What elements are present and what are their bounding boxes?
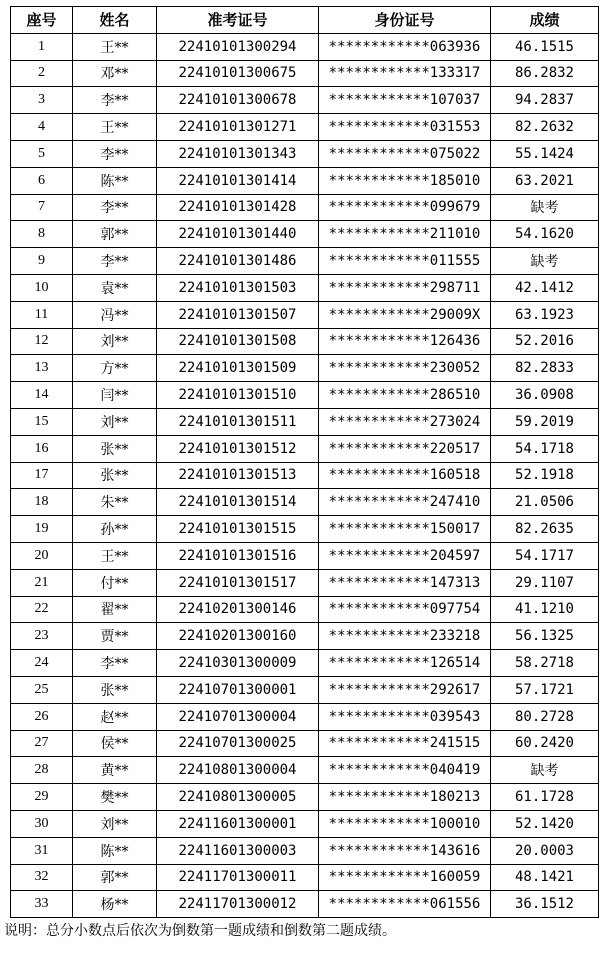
table-row bbox=[11, 569, 599, 596]
student-name-cell: 李** bbox=[73, 194, 157, 221]
exam-number-cell: 22410101301271 bbox=[157, 114, 319, 141]
score-cell: 94.2837 bbox=[491, 87, 599, 114]
seat-number-cell: 17 bbox=[11, 462, 73, 489]
id-number-cell: ************133317 bbox=[319, 60, 491, 87]
student-name-cell: 郭** bbox=[73, 864, 157, 891]
exam-number-cell: 22411601300001 bbox=[157, 810, 319, 837]
table-row bbox=[11, 33, 599, 60]
header-row bbox=[11, 7, 599, 34]
score-cell: 缺考 bbox=[491, 757, 599, 784]
table-row bbox=[11, 891, 599, 918]
seat-number-cell: 10 bbox=[11, 274, 73, 301]
id-number-cell: ************126436 bbox=[319, 328, 491, 355]
seat-number-cell: 3 bbox=[11, 87, 73, 114]
table-row bbox=[11, 730, 599, 757]
exam-number-cell: 22411701300012 bbox=[157, 891, 319, 918]
student-name-cell: 张** bbox=[73, 435, 157, 462]
exam-number-cell: 22411701300011 bbox=[157, 864, 319, 891]
student-name-cell: 王** bbox=[73, 114, 157, 141]
table-row bbox=[11, 221, 599, 248]
seat-number-cell: 13 bbox=[11, 355, 73, 382]
student-name-cell: 樊** bbox=[73, 784, 157, 811]
student-name-cell: 赵** bbox=[73, 703, 157, 730]
exam-number-cell: 22410701300025 bbox=[157, 730, 319, 757]
id-number-cell: ************061556 bbox=[319, 891, 491, 918]
score-cell: 56.1325 bbox=[491, 623, 599, 650]
exam-number-cell: 22410101301517 bbox=[157, 569, 319, 596]
id-number-cell: ************286510 bbox=[319, 382, 491, 409]
student-name-cell: 李** bbox=[73, 87, 157, 114]
score-cell: 54.1620 bbox=[491, 221, 599, 248]
table-row bbox=[11, 194, 599, 221]
table-row bbox=[11, 248, 599, 275]
student-name-cell: 闫** bbox=[73, 382, 157, 409]
id-number-cell: ************185010 bbox=[319, 167, 491, 194]
id-number-cell: ************211010 bbox=[319, 221, 491, 248]
score-cell: 82.2632 bbox=[491, 114, 599, 141]
seat-number-cell: 9 bbox=[11, 248, 73, 275]
table-row bbox=[11, 355, 599, 382]
exam-number-cell: 22410101301511 bbox=[157, 408, 319, 435]
score-cell: 46.1515 bbox=[491, 33, 599, 60]
score-cell: 61.1728 bbox=[491, 784, 599, 811]
score-cell: 86.2832 bbox=[491, 60, 599, 87]
header-id-number: 身份证号 bbox=[319, 7, 491, 34]
seat-number-cell: 24 bbox=[11, 650, 73, 677]
header-score: 成绩 bbox=[491, 7, 599, 34]
exam-number-cell: 22410101301509 bbox=[157, 355, 319, 382]
student-name-cell: 邓** bbox=[73, 60, 157, 87]
exam-number-cell: 22410101301486 bbox=[157, 248, 319, 275]
score-cell: 55.1424 bbox=[491, 140, 599, 167]
student-name-cell: 李** bbox=[73, 650, 157, 677]
table-row bbox=[11, 784, 599, 811]
score-cell: 20.0003 bbox=[491, 837, 599, 864]
table-row bbox=[11, 435, 599, 462]
id-number-cell: ************107037 bbox=[319, 87, 491, 114]
id-number-cell: ************29009X bbox=[319, 301, 491, 328]
id-number-cell: ************247410 bbox=[319, 489, 491, 516]
score-cell: 52.1420 bbox=[491, 810, 599, 837]
seat-number-cell: 8 bbox=[11, 221, 73, 248]
id-number-cell: ************147313 bbox=[319, 569, 491, 596]
id-number-cell: ************031553 bbox=[319, 114, 491, 141]
table-row bbox=[11, 837, 599, 864]
exam-number-cell: 22410101301510 bbox=[157, 382, 319, 409]
seat-number-cell: 20 bbox=[11, 542, 73, 569]
student-name-cell: 方** bbox=[73, 355, 157, 382]
table-row bbox=[11, 676, 599, 703]
score-cell: 36.0908 bbox=[491, 382, 599, 409]
score-cell: 58.2718 bbox=[491, 650, 599, 677]
seat-number-cell: 33 bbox=[11, 891, 73, 918]
score-cell: 52.1918 bbox=[491, 462, 599, 489]
score-cell: 63.2021 bbox=[491, 167, 599, 194]
table-row bbox=[11, 60, 599, 87]
id-number-cell: ************220517 bbox=[319, 435, 491, 462]
seat-number-cell: 16 bbox=[11, 435, 73, 462]
id-number-cell: ************063936 bbox=[319, 33, 491, 60]
student-name-cell: 孙** bbox=[73, 516, 157, 543]
student-name-cell: 陈** bbox=[73, 837, 157, 864]
table-row bbox=[11, 382, 599, 409]
student-name-cell: 黄** bbox=[73, 757, 157, 784]
student-name-cell: 刘** bbox=[73, 408, 157, 435]
id-number-cell: ************298711 bbox=[319, 274, 491, 301]
score-cell: 缺考 bbox=[491, 194, 599, 221]
student-name-cell: 张** bbox=[73, 462, 157, 489]
table-row bbox=[11, 489, 599, 516]
table-row bbox=[11, 87, 599, 114]
score-table bbox=[10, 6, 599, 918]
seat-number-cell: 2 bbox=[11, 60, 73, 87]
score-cell: 21.0506 bbox=[491, 489, 599, 516]
seat-number-cell: 32 bbox=[11, 864, 73, 891]
exam-number-cell: 22411601300003 bbox=[157, 837, 319, 864]
id-number-cell: ************180213 bbox=[319, 784, 491, 811]
exam-number-cell: 22410201300146 bbox=[157, 596, 319, 623]
score-cell: 42.1412 bbox=[491, 274, 599, 301]
seat-number-cell: 6 bbox=[11, 167, 73, 194]
exam-number-cell: 22410701300004 bbox=[157, 703, 319, 730]
exam-number-cell: 22410101301414 bbox=[157, 167, 319, 194]
exam-number-cell: 22410101301516 bbox=[157, 542, 319, 569]
exam-number-cell: 22410101301428 bbox=[157, 194, 319, 221]
student-name-cell: 李** bbox=[73, 140, 157, 167]
exam-number-cell: 22410101301507 bbox=[157, 301, 319, 328]
table-row bbox=[11, 596, 599, 623]
table-row bbox=[11, 703, 599, 730]
seat-number-cell: 28 bbox=[11, 757, 73, 784]
seat-number-cell: 4 bbox=[11, 114, 73, 141]
table-row bbox=[11, 623, 599, 650]
exam-number-cell: 22410101301343 bbox=[157, 140, 319, 167]
table-row bbox=[11, 810, 599, 837]
table-row bbox=[11, 462, 599, 489]
seat-number-cell: 11 bbox=[11, 301, 73, 328]
table-row bbox=[11, 757, 599, 784]
score-cell: 36.1512 bbox=[491, 891, 599, 918]
seat-number-cell: 12 bbox=[11, 328, 73, 355]
exam-number-cell: 22410701300001 bbox=[157, 676, 319, 703]
seat-number-cell: 31 bbox=[11, 837, 73, 864]
table-row bbox=[11, 114, 599, 141]
exam-number-cell: 22410201300160 bbox=[157, 623, 319, 650]
score-cell: 48.1421 bbox=[491, 864, 599, 891]
student-name-cell: 刘** bbox=[73, 328, 157, 355]
student-name-cell: 付** bbox=[73, 569, 157, 596]
table-row bbox=[11, 140, 599, 167]
id-number-cell: ************075022 bbox=[319, 140, 491, 167]
seat-number-cell: 1 bbox=[11, 33, 73, 60]
id-number-cell: ************099679 bbox=[319, 194, 491, 221]
table-row bbox=[11, 301, 599, 328]
seat-number-cell: 5 bbox=[11, 140, 73, 167]
id-number-cell: ************143616 bbox=[319, 837, 491, 864]
footnote: 说明：总分小数点后依次为倒数第一题成绩和倒数第二题成绩。 bbox=[4, 923, 396, 939]
id-number-cell: ************160518 bbox=[319, 462, 491, 489]
id-number-cell: ************039543 bbox=[319, 703, 491, 730]
score-cell: 82.2833 bbox=[491, 355, 599, 382]
score-cell: 82.2635 bbox=[491, 516, 599, 543]
id-number-cell: ************160059 bbox=[319, 864, 491, 891]
table-row bbox=[11, 274, 599, 301]
score-cell: 54.1718 bbox=[491, 435, 599, 462]
student-name-cell: 冯** bbox=[73, 301, 157, 328]
score-cell: 41.1210 bbox=[491, 596, 599, 623]
seat-number-cell: 7 bbox=[11, 194, 73, 221]
seat-number-cell: 29 bbox=[11, 784, 73, 811]
table-row bbox=[11, 516, 599, 543]
id-number-cell: ************241515 bbox=[319, 730, 491, 757]
table-body bbox=[11, 33, 599, 917]
score-cell: 60.2420 bbox=[491, 730, 599, 757]
id-number-cell: ************273024 bbox=[319, 408, 491, 435]
table-row bbox=[11, 542, 599, 569]
header-seat: 座号 bbox=[11, 7, 73, 34]
id-number-cell: ************126514 bbox=[319, 650, 491, 677]
exam-number-cell: 22410101301515 bbox=[157, 516, 319, 543]
table-row bbox=[11, 864, 599, 891]
seat-number-cell: 18 bbox=[11, 489, 73, 516]
id-number-cell: ************233218 bbox=[319, 623, 491, 650]
exam-number-cell: 22410101301440 bbox=[157, 221, 319, 248]
seat-number-cell: 23 bbox=[11, 623, 73, 650]
student-name-cell: 张** bbox=[73, 676, 157, 703]
id-number-cell: ************040419 bbox=[319, 757, 491, 784]
student-name-cell: 李** bbox=[73, 248, 157, 275]
seat-number-cell: 15 bbox=[11, 408, 73, 435]
student-name-cell: 陈** bbox=[73, 167, 157, 194]
exam-number-cell: 22410101300678 bbox=[157, 87, 319, 114]
id-number-cell: ************150017 bbox=[319, 516, 491, 543]
student-name-cell: 杨** bbox=[73, 891, 157, 918]
seat-number-cell: 25 bbox=[11, 676, 73, 703]
seat-number-cell: 30 bbox=[11, 810, 73, 837]
student-name-cell: 朱** bbox=[73, 489, 157, 516]
seat-number-cell: 19 bbox=[11, 516, 73, 543]
exam-number-cell: 22410101300294 bbox=[157, 33, 319, 60]
student-name-cell: 王** bbox=[73, 33, 157, 60]
exam-number-cell: 22410801300005 bbox=[157, 784, 319, 811]
table-row bbox=[11, 167, 599, 194]
table-row bbox=[11, 408, 599, 435]
exam-number-cell: 22410801300004 bbox=[157, 757, 319, 784]
header-name: 姓名 bbox=[73, 7, 157, 34]
id-number-cell: ************292617 bbox=[319, 676, 491, 703]
exam-number-cell: 22410101300675 bbox=[157, 60, 319, 87]
seat-number-cell: 26 bbox=[11, 703, 73, 730]
student-name-cell: 刘** bbox=[73, 810, 157, 837]
exam-number-cell: 22410101301512 bbox=[157, 435, 319, 462]
score-cell: 59.2019 bbox=[491, 408, 599, 435]
score-cell: 29.1107 bbox=[491, 569, 599, 596]
id-number-cell: ************100010 bbox=[319, 810, 491, 837]
id-number-cell: ************230052 bbox=[319, 355, 491, 382]
score-cell: 63.1923 bbox=[491, 301, 599, 328]
student-name-cell: 郭** bbox=[73, 221, 157, 248]
id-number-cell: ************204597 bbox=[319, 542, 491, 569]
table-row bbox=[11, 328, 599, 355]
seat-number-cell: 22 bbox=[11, 596, 73, 623]
score-cell: 54.1717 bbox=[491, 542, 599, 569]
id-number-cell: ************097754 bbox=[319, 596, 491, 623]
score-cell: 57.1721 bbox=[491, 676, 599, 703]
exam-number-cell: 22410301300009 bbox=[157, 650, 319, 677]
exam-number-cell: 22410101301514 bbox=[157, 489, 319, 516]
exam-number-cell: 22410101301513 bbox=[157, 462, 319, 489]
seat-number-cell: 14 bbox=[11, 382, 73, 409]
table-row bbox=[11, 650, 599, 677]
student-name-cell: 王** bbox=[73, 542, 157, 569]
seat-number-cell: 27 bbox=[11, 730, 73, 757]
exam-number-cell: 22410101301508 bbox=[157, 328, 319, 355]
score-cell: 缺考 bbox=[491, 248, 599, 275]
student-name-cell: 贾** bbox=[73, 623, 157, 650]
student-name-cell: 翟** bbox=[73, 596, 157, 623]
student-name-cell: 袁** bbox=[73, 274, 157, 301]
header-exam-number: 准考证号 bbox=[157, 7, 319, 34]
student-name-cell: 侯** bbox=[73, 730, 157, 757]
id-number-cell: ************011555 bbox=[319, 248, 491, 275]
exam-number-cell: 22410101301503 bbox=[157, 274, 319, 301]
score-cell: 52.2016 bbox=[491, 328, 599, 355]
seat-number-cell: 21 bbox=[11, 569, 73, 596]
score-cell: 80.2728 bbox=[491, 703, 599, 730]
